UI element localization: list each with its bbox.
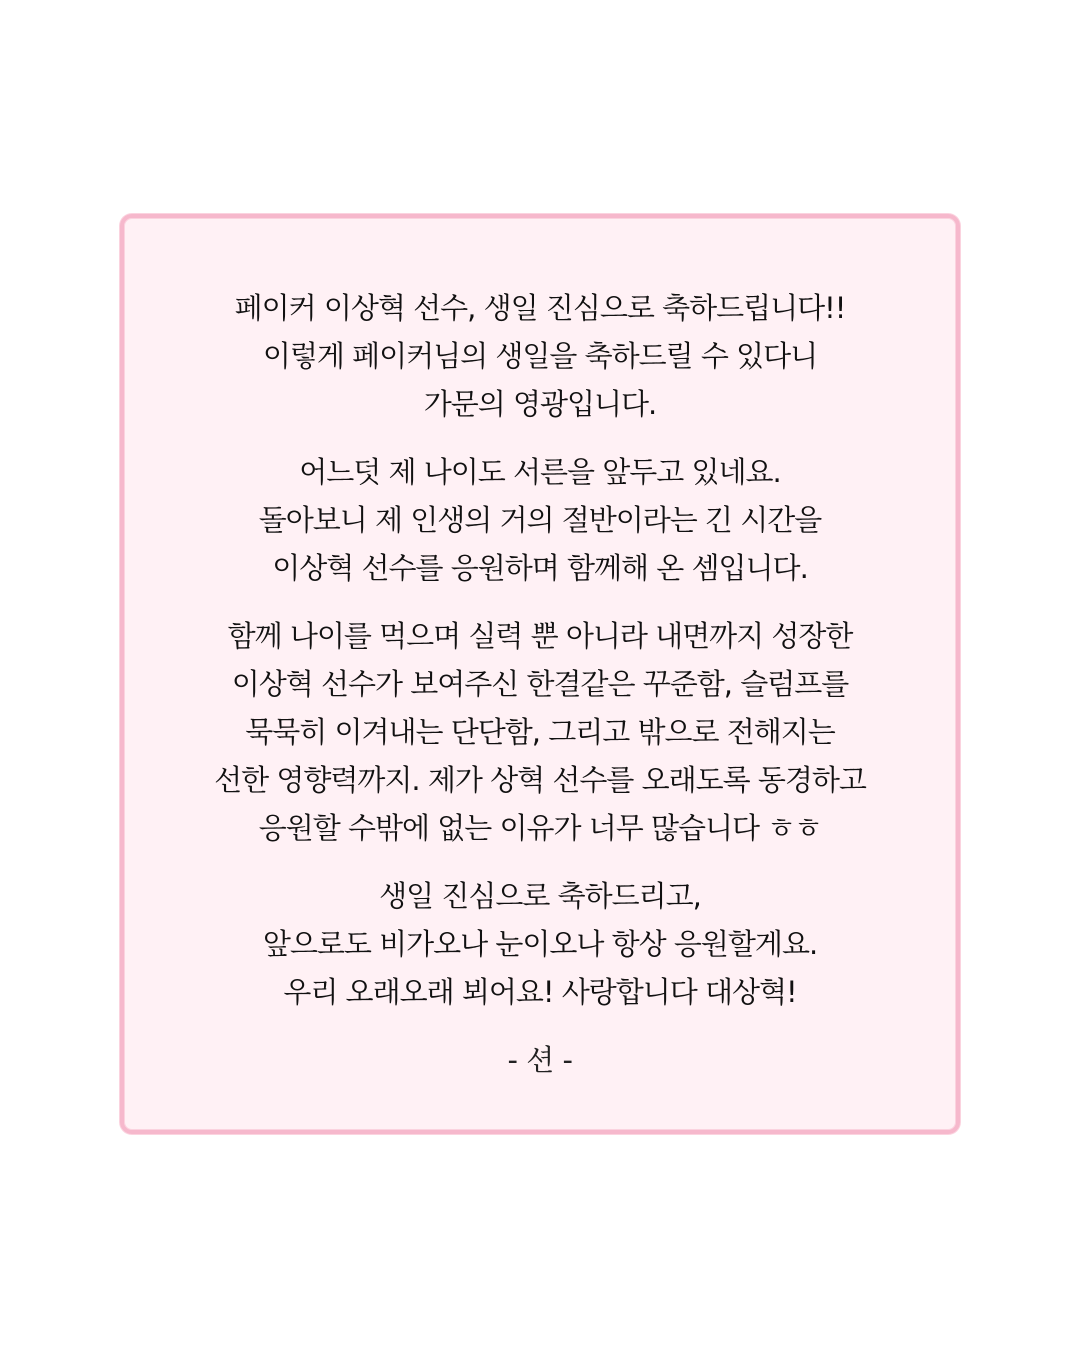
message-line: 앞으로도 비가오나 눈이오나 항상 응원할게요.	[262, 927, 818, 961]
message-line: 선한 영향력까지. 제가 상혁 선수를 오래도록 동경하고	[214, 763, 866, 797]
message-line: 돌아보니 제 인생의 거의 절반이라는 긴 시간을	[258, 503, 822, 537]
birthday-message	[124, 284, 956, 1084]
message-line: 응원할 수밖에 없는 이유가 너무 많습니다 ㅎㅎ	[258, 811, 822, 845]
message-line: 이상혁 선수를 응원하며 함께해 온 셈입니다.	[272, 551, 808, 585]
message-line: 묵묵히 이겨내는 단단함, 그리고 밖으로 전해지는	[245, 715, 835, 749]
message-line: 가문의 영광입니다.	[423, 387, 657, 421]
message-paragraph	[124, 448, 956, 592]
message-paragraph	[124, 872, 956, 1016]
message-line: 함께 나이를 먹으며 실력 뿐 아니라 내면까지 성장한	[227, 619, 853, 653]
message-paragraph	[124, 284, 956, 428]
message-line: 우리 오래오래 뵈어요! 사랑합니다 대상혁!	[283, 975, 797, 1009]
message-line: 어느덧 제 나이도 서른을 앞두고 있네요.	[299, 455, 781, 489]
message-line: 생일 진심으로 축하드리고,	[379, 879, 701, 913]
message-paragraph	[124, 612, 956, 852]
signature: - 션 -	[507, 1043, 573, 1077]
message-line: 이상혁 선수가 보여주신 한결같은 꾸준함, 슬럼프를	[231, 667, 849, 701]
message-line: 이렇게 페이커님의 생일을 축하드릴 수 있다니	[262, 339, 818, 373]
message-line: 페이커 이상혁 선수, 생일 진심으로 축하드립니다!!	[234, 291, 846, 325]
message-card	[120, 214, 960, 1134]
